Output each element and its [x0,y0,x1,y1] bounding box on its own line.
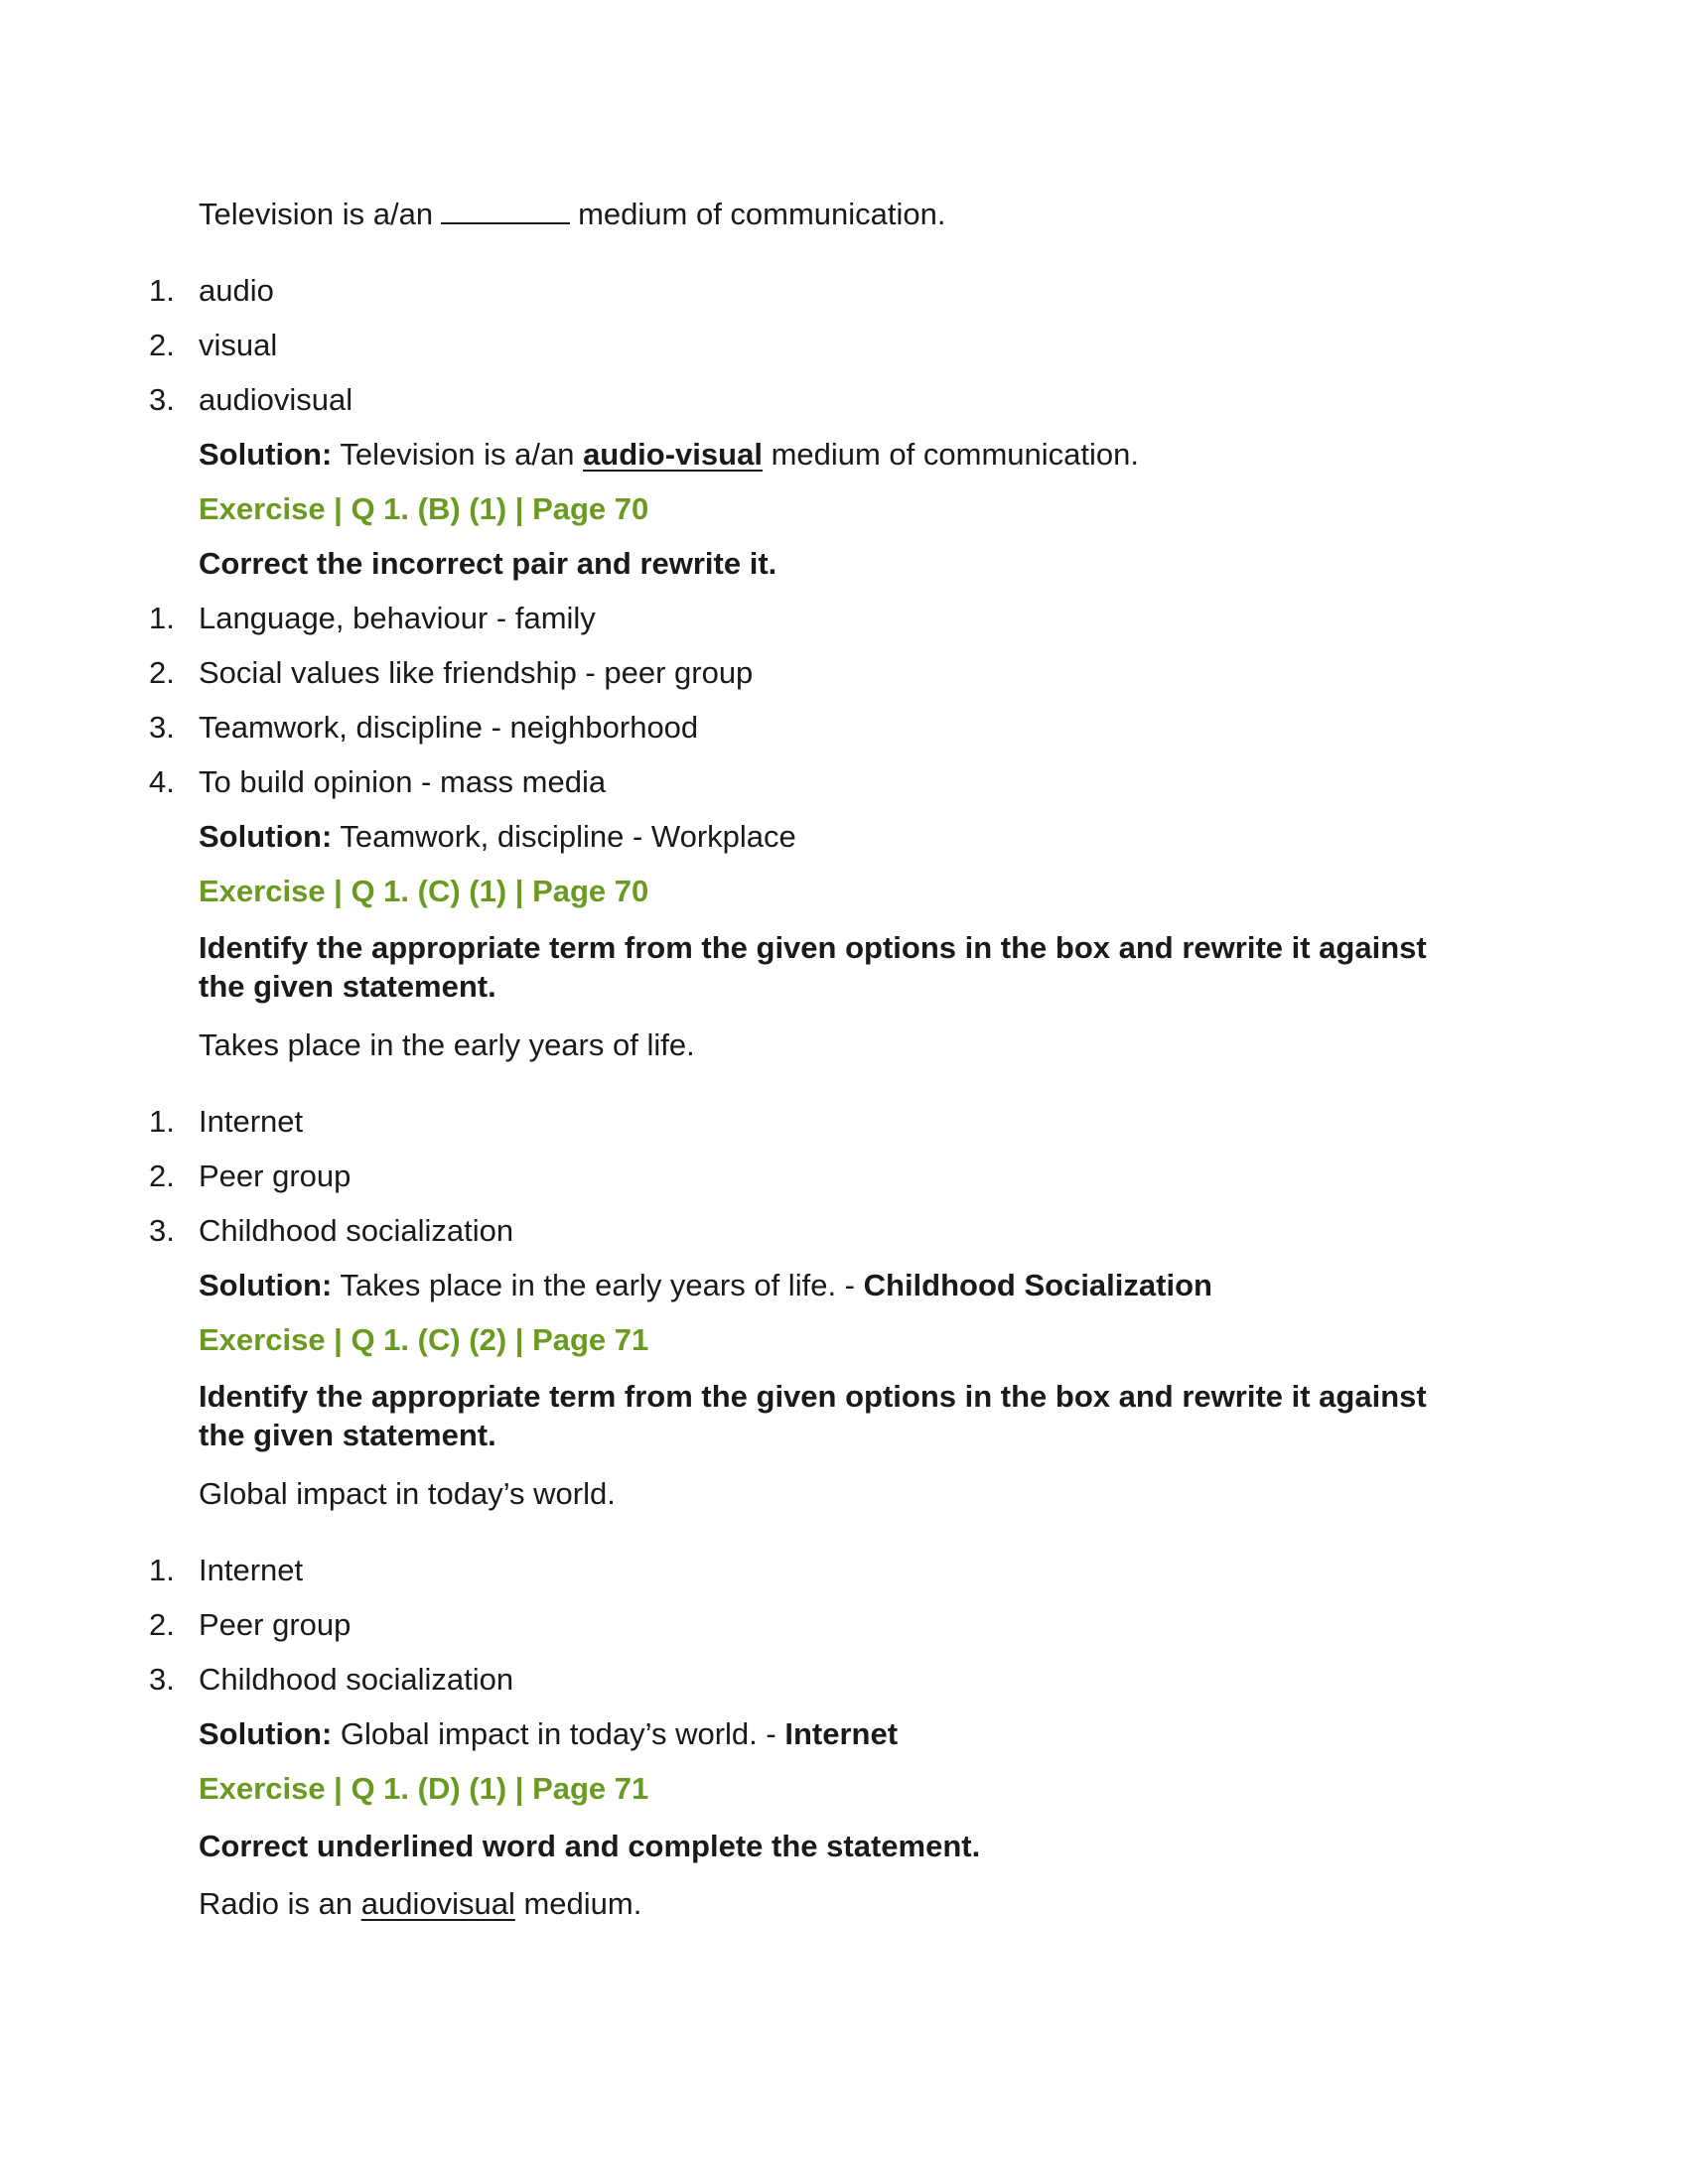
underlined-word: audiovisual [360,1886,515,1921]
q1-option: audio [199,273,274,308]
question-2-text: Correct the incorrect pair and rewrite it. [199,546,777,581]
exercise-heading: Exercise | Q 1. (D) (1) | Page 71 [199,1771,649,1806]
option-number: 3. [149,1213,175,1248]
question-5-text: Correct underlined word and complete the statement. [199,1829,981,1863]
option-number: 1. [149,601,175,635]
exercise-heading: Exercise | Q 1. (C) (1) | Page 70 [199,874,649,908]
q3-solution: Solution: Takes place in the early years of life. - Childhood Socialization [199,1268,1212,1302]
question-1-text: Television is a/an medium of communication. [199,197,946,231]
question-3-text: Identify the appropriate term from the given options in the box and rewrite it against the given statement. [199,930,1427,1004]
option-number: 3. [149,710,175,745]
q2-option: Social values like friendship - peer group [199,655,754,690]
q4-option: Childhood socialization [199,1662,514,1697]
q1-option: audiovisual [199,382,353,417]
q2-option: Language, behaviour - family [199,601,596,635]
q3-option: Childhood socialization [199,1213,514,1248]
q3-option: Internet [199,1104,304,1139]
q4-statement: Global impact in today’s world. [199,1476,616,1511]
q1-solution: Solution: Television is a/an audio-visual medium of communication. [199,437,1139,472]
option-number: 2. [149,1607,175,1642]
q4-option: Peer group [199,1607,352,1642]
q2-option: Teamwork, discipline - neighborhood [199,710,699,745]
fill-blank [441,195,570,224]
option-number: 3. [149,1662,175,1697]
option-number: 1. [149,1104,175,1139]
option-number: 2. [149,655,175,690]
option-number: 2. [149,1159,175,1193]
option-number: 1. [149,273,175,308]
q3-statement: Takes place in the early years of life. [199,1027,695,1062]
option-number: 4. [149,764,175,799]
exercise-heading: Exercise | Q 1. (C) (2) | Page 71 [199,1322,649,1357]
q4-option: Internet [199,1553,304,1587]
option-number: 2. [149,328,175,362]
q4-solution: Solution: Global impact in today’s world. - Internet [199,1716,899,1751]
exercise-heading: Exercise | Q 1. (B) (1) | Page 70 [199,491,649,526]
q1-option: visual [199,328,278,362]
option-number: 1. [149,1553,175,1587]
option-number: 3. [149,382,175,417]
question-4-text: Identify the appropriate term from the given options in the box and rewrite it against the given statement. [199,1379,1427,1452]
q3-option: Peer group [199,1159,352,1193]
q2-option: To build opinion - mass media [199,764,607,799]
q2-solution: Solution: Teamwork, discipline - Workplace [199,819,796,854]
q5-statement: Radio is an audiovisual medium. [199,1886,642,1921]
